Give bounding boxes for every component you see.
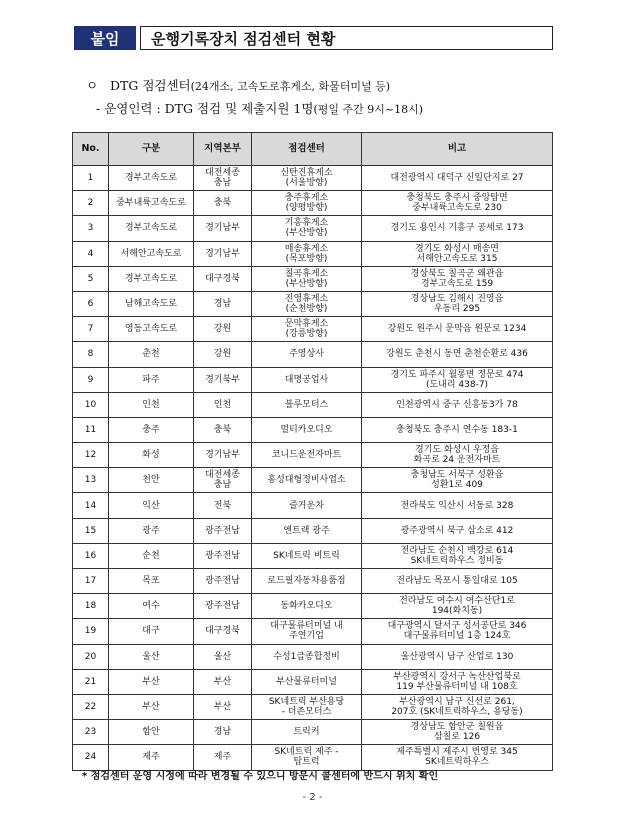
- bullet-marker: ㅇ: [86, 78, 99, 93]
- table-row: [73, 191, 553, 216]
- table-row: [73, 619, 553, 644]
- table-row: [73, 216, 553, 241]
- cell-center: SK네트릭 부산용당 - 더존모터스: [252, 694, 362, 719]
- cell-remarks: 경기도 화성시 우정읍 화곡로 24 운전자마트: [362, 443, 553, 468]
- cell-remarks: 경기도 용인시 기흥구 공세로 173: [362, 216, 553, 241]
- cell-region: 충북: [194, 191, 252, 216]
- table-row: [73, 342, 553, 367]
- cell-category: 경부고속도로: [109, 266, 194, 291]
- cell-category: 서해안고속도로: [109, 241, 194, 266]
- table-row: [73, 694, 553, 719]
- header-region: 지역본부: [194, 133, 252, 166]
- cell-region: 대구경북: [194, 266, 252, 291]
- cell-remarks: 경기도 파주시 월롱면 정문로 474 (도내리 438-7): [362, 367, 553, 392]
- cell-no: 4: [73, 241, 109, 266]
- cell-center: 대명공업사: [252, 367, 362, 392]
- page-number: - 2 -: [302, 792, 323, 803]
- header-remarks: 비고: [362, 133, 553, 166]
- cell-region: 경기북부: [194, 367, 252, 392]
- cell-region: 경남: [194, 720, 252, 745]
- cell-remarks: 울산광역시 남구 산업로 130: [362, 644, 553, 669]
- cell-no: 20: [73, 644, 109, 669]
- cell-region: 충북: [194, 417, 252, 442]
- table-row: [73, 166, 553, 191]
- table-row: [73, 367, 553, 392]
- cell-no: 15: [73, 518, 109, 543]
- cell-center: 주영상사: [252, 342, 362, 367]
- attachment-badge: 붙임: [74, 26, 136, 50]
- cell-category: 충주: [109, 417, 194, 442]
- cell-no: 5: [73, 266, 109, 291]
- cell-category: 천안: [109, 468, 194, 493]
- cell-region: 부산: [194, 694, 252, 719]
- cell-region: 강원: [194, 342, 252, 367]
- cell-category: 경부고속도로: [109, 216, 194, 241]
- table-row: [73, 392, 553, 417]
- table-row: [73, 241, 553, 266]
- summary-line-1-note: (24개소, 고속도로휴게소, 화물터미널 등): [190, 80, 391, 93]
- cell-region: 대구경북: [194, 619, 252, 644]
- table-row: [73, 569, 553, 594]
- cell-no: 21: [73, 669, 109, 694]
- cell-no: 19: [73, 619, 109, 644]
- header-category: 구분: [109, 133, 194, 166]
- cell-category: 대구: [109, 619, 194, 644]
- cell-remarks: 강원도 원주시 문막읍 원문로 1234: [362, 317, 553, 342]
- cell-region: 광주전남: [194, 594, 252, 619]
- cell-no: 22: [73, 694, 109, 719]
- cell-center: 부산물류터미널: [252, 669, 362, 694]
- cell-region: 경기남부: [194, 216, 252, 241]
- table-row: [73, 720, 553, 745]
- cell-center: SK네트릭 제주 - 탑트럭: [252, 745, 362, 770]
- table-row: [73, 669, 553, 694]
- cell-no: 3: [73, 216, 109, 241]
- cell-remarks: 충청북도 충주시 연수동 183-1: [362, 417, 553, 442]
- summary-line-2-note: (평일 주간 9시~18시): [313, 103, 423, 116]
- cell-center: 홍성대형정비사업소: [252, 468, 362, 493]
- summary-line-2: [96, 99, 423, 117]
- table-header-row: [73, 133, 553, 166]
- cell-remarks: 제주특별시 제주시 번영로 345 SK네트릭하우스: [362, 745, 553, 770]
- cell-region: 대전세종 충남: [194, 166, 252, 191]
- table-row: [73, 493, 553, 518]
- cell-category: 광주: [109, 518, 194, 543]
- table-row: [73, 291, 553, 316]
- cell-no: 23: [73, 720, 109, 745]
- cell-category: 부산: [109, 669, 194, 694]
- cell-no: 24: [73, 745, 109, 770]
- cell-center: 즐거운차: [252, 493, 362, 518]
- cell-category: 영동고속도로: [109, 317, 194, 342]
- cell-center: 칠곡휴게소 (부산방향): [252, 266, 362, 291]
- cell-center: 진영휴게소 (순천방향): [252, 291, 362, 316]
- cell-remarks: 경상북도 칠곡군 왜관읍 경부고속도로 159: [362, 266, 553, 291]
- cell-category: 파주: [109, 367, 194, 392]
- cell-remarks: 충청북도 충주시 중앙탑면 중부내륙고속도로 230: [362, 191, 553, 216]
- cell-region: 경남: [194, 291, 252, 316]
- cell-region: 인천: [194, 392, 252, 417]
- cell-category: 남해고속도로: [109, 291, 194, 316]
- cell-center: 대구물류터미널 내 주연기업: [252, 619, 362, 644]
- cell-center: SK네트릭 비트릭: [252, 543, 362, 568]
- cell-region: 전북: [194, 493, 252, 518]
- cell-region: 광주전남: [194, 543, 252, 568]
- cell-region: 부산: [194, 669, 252, 694]
- table-row: [73, 468, 553, 493]
- cell-center: 트릭커: [252, 720, 362, 745]
- cell-center: 코니드운전자마트: [252, 443, 362, 468]
- cell-category: 익산: [109, 493, 194, 518]
- cell-no: 11: [73, 417, 109, 442]
- cell-region: 울산: [194, 644, 252, 669]
- cell-category: 춘천: [109, 342, 194, 367]
- cell-remarks: 전라남도 순천시 백강로 614 SK네트릭하우스 정비동: [362, 543, 553, 568]
- cell-center: 로드필자동차용품점: [252, 569, 362, 594]
- cell-remarks: 대전광역시 대덕구 신일단지로 27: [362, 166, 553, 191]
- table-row: [73, 317, 553, 342]
- cell-center: 멀티카오디오: [252, 417, 362, 442]
- cell-no: 14: [73, 493, 109, 518]
- summary-line-1: [86, 76, 390, 94]
- cell-center: 기흥휴게소 (부산방향): [252, 216, 362, 241]
- inspection-center-table: [72, 132, 553, 771]
- cell-region: 대전세종 충남: [194, 468, 252, 493]
- table-row: [73, 644, 553, 669]
- cell-no: 2: [73, 191, 109, 216]
- summary-line-2-text: - 운영인력 : DTG 점검 및 제출지원 1명: [96, 101, 314, 116]
- cell-no: 12: [73, 443, 109, 468]
- cell-center: 문막휴게소 (강릉방향): [252, 317, 362, 342]
- cell-no: 9: [73, 367, 109, 392]
- cell-no: 10: [73, 392, 109, 417]
- cell-category: 목포: [109, 569, 194, 594]
- cell-category: 울산: [109, 644, 194, 669]
- cell-remarks: 경상남도 김해시 진영읍 우동리 295: [362, 291, 553, 316]
- table-row: [73, 594, 553, 619]
- cell-region: 제주: [194, 745, 252, 770]
- cell-no: 16: [73, 543, 109, 568]
- cell-no: 7: [73, 317, 109, 342]
- cell-center: 수성1급종합정비: [252, 644, 362, 669]
- cell-remarks: 인천광역시 중구 신흥동3가 78: [362, 392, 553, 417]
- cell-remarks: 전라남도 여수시 여수산단1로 194(화치동): [362, 594, 553, 619]
- cell-remarks: 충청남도 서북구 성환읍 성환1로 409: [362, 468, 553, 493]
- cell-center: 매송휴게소 (목포방향): [252, 241, 362, 266]
- cell-remarks: 전라북도 익산시 서동로 328: [362, 493, 553, 518]
- cell-category: 순천: [109, 543, 194, 568]
- cell-category: 중부내륙고속도로: [109, 191, 194, 216]
- cell-no: 1: [73, 166, 109, 191]
- header-center: 점검센터: [252, 133, 362, 166]
- header-no: No.: [73, 133, 109, 166]
- cell-region: 경기남부: [194, 443, 252, 468]
- cell-category: 인천: [109, 392, 194, 417]
- cell-category: 함안: [109, 720, 194, 745]
- summary-line-1-text: DTG 점검센터: [110, 78, 191, 93]
- cell-no: 18: [73, 594, 109, 619]
- cell-region: 경기남부: [194, 241, 252, 266]
- cell-center: 동화카오디오: [252, 594, 362, 619]
- table-row: [73, 518, 553, 543]
- cell-remarks: 전라남도 목포시 통일대로 105: [362, 569, 553, 594]
- footnote: * 점검센터 운영 시정에 따라 변경될 수 있으니 방문시 콜센터에 반드시 위치 확인: [82, 771, 439, 782]
- cell-center: 신탄진휴게소 (서울방향): [252, 166, 362, 191]
- cell-remarks: 부산광역시 남구 신선로 261, 207호 (SK네트릭하우스, 용당동): [362, 694, 553, 719]
- cell-region: 광주전남: [194, 518, 252, 543]
- cell-remarks: 대구광역시 달서구 성서공단로 346 대구물류터미널 1층 124호: [362, 619, 553, 644]
- cell-no: 8: [73, 342, 109, 367]
- cell-center: 블루모터스: [252, 392, 362, 417]
- cell-remarks: 강원도 춘천시 동면 춘천순환로 436: [362, 342, 553, 367]
- cell-category: 여수: [109, 594, 194, 619]
- section-header: [74, 26, 553, 50]
- cell-center: 충주휴게소 (양평방향): [252, 191, 362, 216]
- cell-no: 17: [73, 569, 109, 594]
- cell-remarks: 광주광역시 북구 삼소로 412: [362, 518, 553, 543]
- cell-category: 부산: [109, 694, 194, 719]
- cell-remarks: 부산광역시 강서구 녹산산업북로 119 부산물류터미널 내 108호: [362, 669, 553, 694]
- table-row: [73, 266, 553, 291]
- cell-region: 강원: [194, 317, 252, 342]
- table-row: [73, 443, 553, 468]
- table-row: [73, 543, 553, 568]
- cell-category: 경부고속도로: [109, 166, 194, 191]
- cell-center: 엔트랙 광주: [252, 518, 362, 543]
- cell-region: 광주전남: [194, 569, 252, 594]
- cell-no: 6: [73, 291, 109, 316]
- table-row: [73, 417, 553, 442]
- cell-category: 제주: [109, 745, 194, 770]
- page-title: 운행기록장치 점검센터 현황: [140, 26, 553, 50]
- cell-category: 화성: [109, 443, 194, 468]
- cell-remarks: 경상남도 함안군 칠원읍 삼칠로 126: [362, 720, 553, 745]
- cell-no: 13: [73, 468, 109, 493]
- cell-remarks: 경기도 화성시 매송면 서해안고속도로 315: [362, 241, 553, 266]
